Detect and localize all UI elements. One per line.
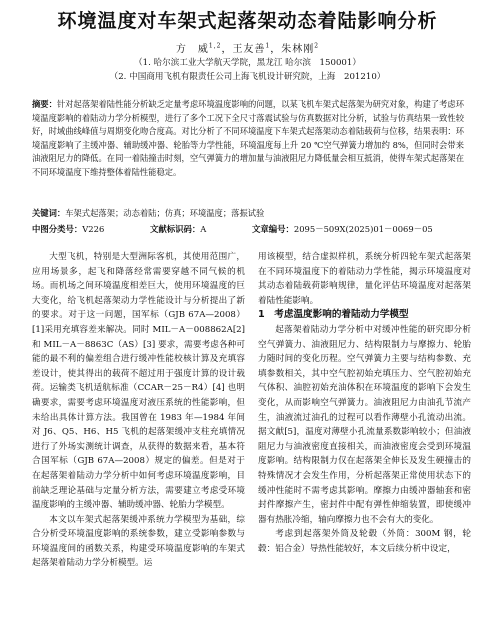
author-affiliation-mark: 1 [265, 42, 271, 50]
keywords-text: 车架式起落架；动态着陆；仿真；环境温度；落振试验 [65, 208, 265, 218]
author-affiliation-mark: 2 [314, 42, 320, 50]
author-separator: ， [221, 44, 233, 55]
classification-line [32, 223, 472, 235]
article-no-item [252, 223, 433, 235]
author-name: 朱林刚 [281, 44, 315, 55]
body-paragraph: 大型飞机，特别是大型洲际客机，其使用范围广，应用场景多，起飞和降落经常需要穿越不同气候的机场。而机场之间环境温度相差巨大，使用环境温度的巨大变化，给飞机起落架动力学性能设计与分析提出了新的要求。对于这一问题，国军标（GJB 67A—2008）[1]采用充填容差来解决。同时 MIL－A－008862A[2] 和 MIL－A－8863C（AS）[3] 要求，需要考虑各种可能的最不利的偏差组合进行缓冲性能校核计算及充填容差设计，使其得出的载荷不超过用于强度计算的设计载荷。运输类飞机适航标准（CCAR－25－R4）[4] 也明确要求，需要考虑环境温度对液压系统的性能影响，但未给出具体计算方法。我国曾在 1983 年—1984 年间对 J6、Q5、H6、H5 飞机的起落架缓冲支柱充填情况进行了外场实测统计调查，从获得的数据来看，基本符合国军标（GJB 67A—2008）规定的偏差。但是对于在起落架着陆动力学分析中如何考虑环境温度影响，目前缺乏理论基础与定量分析方法，需要建立考虑受环境温度影响的主缓冲器、辅助缓冲器、轮胎力学模型。 [32, 252, 245, 511]
abstract-text: 针对起落架着陆性能分析缺乏定量考虑环境温度影响的问题，以某飞机车架式起落架为研究对象，构建了考虑环境温度影响的着陆动力学分析模型，进行了多个工况下全尺寸落震试验与仿真数据对比分析，试验与仿真结果一致性较好，时域曲线峰值与周期变化吻合度高。对比分析了不同环境温度下车架式起落架动态着陆载荷与位移，结果表明：环境温度影响了主缓冲器、辅助缓冲器、轮胎等力学性能，环境温度每上升 20 ℃空气弹簧力增加约 8%，但同时会带来油液阻尼力的降低。在同一着陆撞击时刻，空气弹簧力的增加量与油液阻尼力降低量会相互抵消，使得车架式起落架在不同环境温度下维持整体着陆性能稳定。 [32, 99, 464, 177]
paper-title: 环境温度对车架式起落架动态着陆影响分析 [57, 10, 438, 32]
author-affiliation-mark: 1,2 [208, 42, 222, 50]
abstract-label: 摘要： [32, 99, 57, 109]
clc-label: 中图分类号： [32, 224, 83, 234]
author-separator: ， [270, 44, 282, 55]
author-name: 方 威 [175, 44, 209, 55]
doc-code-label: 文献标识码： [150, 224, 201, 234]
doc-code-value: A [200, 224, 207, 234]
right-column [258, 250, 471, 556]
body-paragraph: 本文以车架式起落架缓冲系统力学模型为基础，综合分析受环境温度影响的系统参数，建立受影响参数与环境温度间的函数关系，构建受环境温度影响的车架式起落架着陆动力学分析模型。运 [32, 514, 245, 569]
keywords-block [32, 207, 464, 219]
doc-code-item [150, 223, 252, 235]
keywords-label: 关键词： [32, 208, 66, 218]
author-list [0, 40, 495, 55]
clc-value: V226 [82, 224, 105, 234]
body-paragraph: 起落架着陆动力学分析中对缓冲性能的研究即分析空气弹簧力、油液阻尼力、结构限制力与摩擦力、轮胎力随时间的变化历程。空气弹簧力主要与结构参数、充填参数相关，其中空气腔初始充填压力、空气腔初始充气体积、油腔初始充油体积在环境温度的影响下会发生变化，从而影响空气弹簧力。油液阻尼力由油孔节流产生，油液流过油孔的过程可以看作薄壁小孔流动出流。据文献[5]，温度对薄壁小孔流量系数影响较小；但油液阻尼力与油液密度直接相关，而油液密度会受到环境温度影响。结构限制力仅在起落架全伸长及发生硬撞击的特殊情况才会发生作用，分析起落架正常使用状态下的缓冲性能时不需考虑其影响。摩擦力由缓冲器轴套和密封件摩擦产生，密封件中配有弹性伸缩装置，即使缓冲器有热胀冷缩，轴向摩擦力也不会有大的变化。 [258, 324, 471, 525]
author-name: 王友善 [232, 44, 266, 55]
article-no-value: 2095－509X(2025)01－0069－05 [293, 224, 433, 234]
affiliation-2: （2. 中国商用飞机有限责任公司上海飞机设计研究院，上海 201210） [109, 72, 386, 82]
affiliation-1: （1. 哈尔滨工业大学航天学院，黑龙江 哈尔滨 150001） [134, 58, 361, 68]
body-paragraph-continued: 用该模型，结合虚拟样机，系统分析四轮车架式起落架在不同环境温度下的着陆动力学性能，揭示环境温度对其动态着陆载荷影响规律，量化评估环境温度对起落架着陆性能影响。 [258, 252, 471, 306]
section-heading: 1 考虑温度影响的着陆动力学模型 [258, 309, 409, 321]
abstract-block [32, 98, 464, 179]
clc-item [32, 223, 150, 235]
article-no-label: 文章编号： [252, 224, 294, 234]
body-paragraph: 考虑到起落架外筒及轮毂（外筒：300M 钢，轮毂：铝合金）导热性能较好，本文后续分析中设定， [258, 529, 471, 554]
left-column [32, 250, 245, 571]
